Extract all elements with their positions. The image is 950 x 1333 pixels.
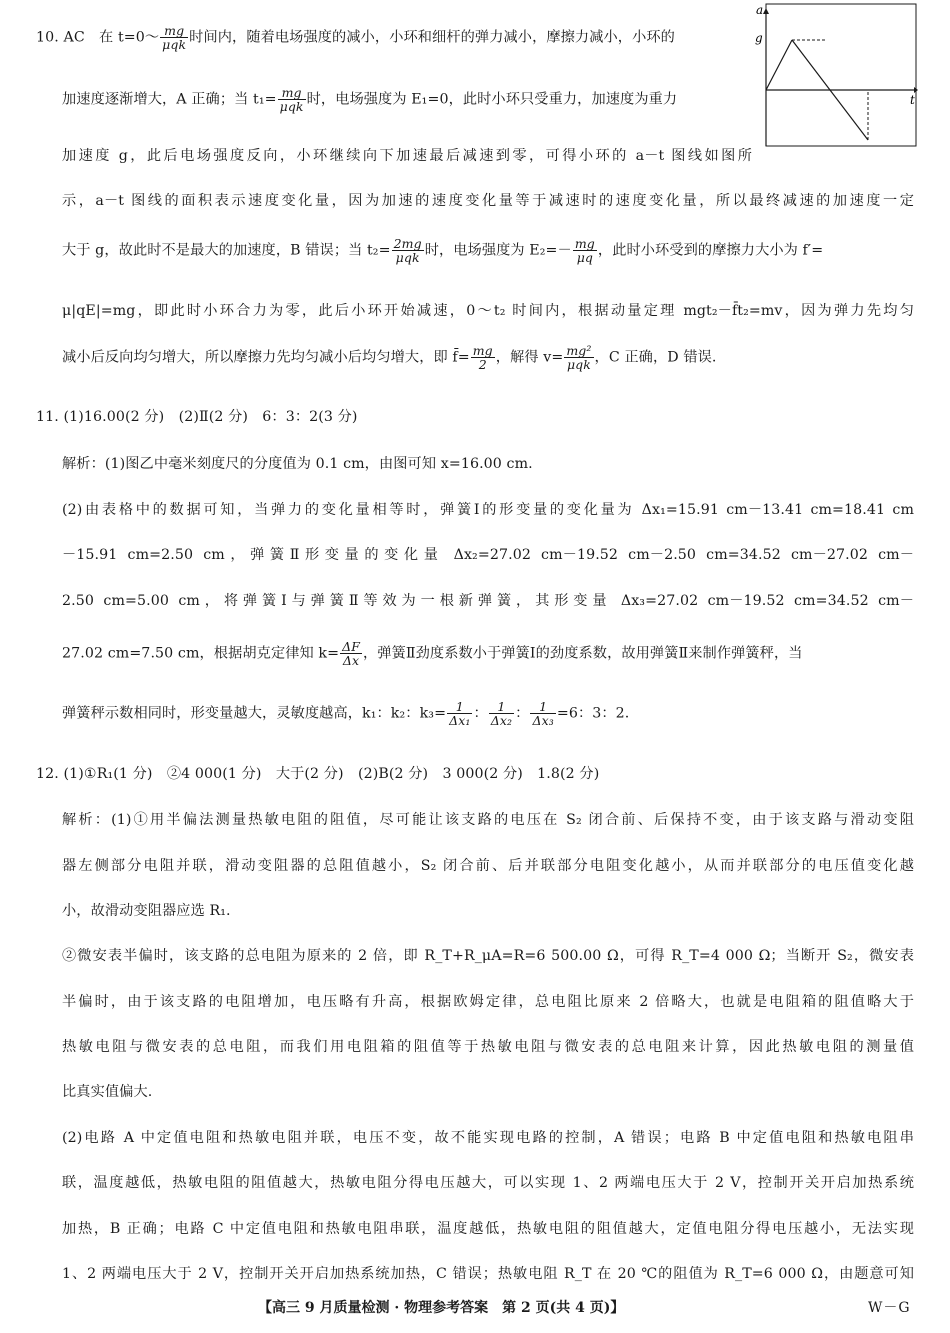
fraction: $\frac{mg}{\text{μqk}}$ xyxy=(162,23,187,53)
fraction: $\frac{1}{\text{Δx₁}}$ xyxy=(449,699,471,729)
q12-header: 12. (1)①R₁(1 分) ②4 000(1 分) 大于(2 分) (2)B(2 分) 3 000(2 分) 1.8(2 分) xyxy=(36,766,600,782)
fraction: $\frac{1}{\text{Δx₃}}$ xyxy=(532,699,554,729)
q12-c-line-2: 联，温度越低，热敏电阻的阻值越大，热敏电阻分得电压越大，可以实现 1、2 两端电压大于 2 V，控制开关开启加热系统 xyxy=(62,1175,914,1191)
q12-a-line-1: 解析：(1)①用半偏法测量热敏电阻的阻值，尽可能让该支路的电压在 S₂ 闭合前、后保持不变，由于该支路与滑动变阻 xyxy=(62,812,914,828)
q12-b-line-4: 比真实值偏大. xyxy=(62,1084,153,1100)
q10-line-3: 加速度 g，此后电场强度反向，小环继续向下加速最后减速到零，可得小环的 a－t 图线如图所 xyxy=(62,148,752,164)
footer-title: 【高三 9 月质量检测 · 物理参考答案 第 2 页(共 4 页)】 xyxy=(258,1300,625,1316)
fraction: $\frac{2mg}{\text{μqk}}$ xyxy=(393,236,422,266)
q11-p2-line-3: 2.50 cm=5.00 cm，将弹簧Ⅰ与弹簧Ⅱ等效为一根新弹簧，其形变量 Δx₃=27.02 cm－19.52 cm=34.52 cm－ xyxy=(62,593,914,609)
q11-p1: 解析：(1)图乙中毫米刻度尺的分度值为 0.1 cm，由图可知 x=16.00 cm. xyxy=(62,456,533,472)
q10-line-4: 示，a－t 图线的面积表示速度变化量，因为加速的速度变化量等于减速时的速度变化量，所以最终减速的加速度一定 xyxy=(62,193,914,209)
q11-p2-line-5: 弹簧秤示数相同时，形变量越大，灵敏度越高，k₁：k₂：k₃= $\frac{1}{\text{Δx₁}}$ ： $\frac{1}{\text{Δx₂}}$ ： $\frac{1}{\text{Δx₃}}$ =6：3：2. xyxy=(62,699,630,729)
q10-line-1: 10. AC 在 t=0～ $\frac{mg}{\text{μqk}}$ 时间内，随着电场强度的减小，小环和细杆的弹力减小，摩擦力减小，小环的 xyxy=(36,23,675,53)
q12-c-line-4: 1、2 两端电压大于 2 V，控制开关开启加热系统加热，C 错误；热敏电阻 R_T 在 20 ℃的阻值为 R_T=6 000 Ω，由题意可知 xyxy=(62,1266,914,1282)
a-t-graph xyxy=(756,2,918,150)
page-footer xyxy=(0,1297,950,1327)
a-axis-arrow xyxy=(763,8,769,14)
a-t-graph-svg xyxy=(756,2,918,150)
a-axis-label: a xyxy=(756,3,764,17)
g-label: g xyxy=(755,31,763,45)
q11-p2-line-1: (2)由表格中的数据可知，当弹力的变化量相等时，弹簧Ⅰ的形变量的变化量为 Δx₁=15.91 cm－13.41 cm=18.41 cm xyxy=(62,502,914,518)
q10-line-7: 减小后反向均匀增大，所以摩擦力先均匀减小后均匀增大，即 f̄= $\frac{mg}{2}$ ，解得 v= $\frac{\text{mg²}}{\text{μqk}}$ ，C 正确，D 错误. xyxy=(62,343,717,373)
fraction: $\frac{mg}{\text{μqk}}$ xyxy=(279,85,304,115)
fraction: $\frac{\Delta F}{\Delta x}$ xyxy=(342,639,361,669)
q10-line-2: 加速度逐渐增大，A 正确；当 t₁= $\frac{mg}{\text{μqk}}$ 时，电场强度为 E₁=0，此时小环只受重力，加速度为重力 xyxy=(62,85,678,115)
q10-line-6: μ|qE|=mg，即此时小环合力为零，此后小环开始减速，0～t₂ 时间内，根据动量定理 mgt₂－f̄t₂=mv，因为弹力先均匀 xyxy=(62,303,914,319)
footer-code: W－G xyxy=(868,1300,911,1316)
q11-header: 11. (1)16.00(2 分) (2)Ⅱ(2 分) 6：3：2(3 分) xyxy=(36,409,358,425)
t-axis-label: t xyxy=(910,93,915,107)
q12-a-line-2: 器左侧部分电阻并联，滑动变阻器的总阻值越小，S₂ 闭合前、后并联部分电阻变化越小，从而并联部分的电压值变化越 xyxy=(62,858,914,874)
q10-line-5: 大于 g，故此时不是最大的加速度，B 错误；当 t₂= $\frac{2mg}{\text{μqk}}$ 时，电场强度为 E₂=－ $\frac{mg}{\mu q}$ ，此时小环受到的摩擦力大小为 f′= xyxy=(62,236,824,266)
fraction: $\frac{mg}{2}$ xyxy=(472,343,493,373)
fraction: $\frac{mg}{\mu q}$ xyxy=(574,236,595,266)
fraction: $\frac{\text{mg²}}{\text{μqk}}$ xyxy=(566,343,592,373)
fraction: $\frac{1}{\text{Δx₂}}$ xyxy=(490,699,513,729)
q11-p2-line-2: －15.91 cm=2.50 cm，弹簧Ⅱ形变量的变化量 Δx₂=27.02 cm－19.52 cm－2.50 cm=34.52 cm－27.02 cm－ xyxy=(62,547,914,563)
q12-b-line-2: 半偏时，由于该支路的电阻增加，电压略有升高，根据欧姆定律，总电阻比原来 2 倍略大，也就是电阻箱的阻值略大于 xyxy=(62,994,914,1010)
q12-a-line-3: 小，故滑动变阻器应选 R₁. xyxy=(62,903,231,919)
accel-rise-line xyxy=(766,40,792,90)
q12-c-line-3: 加热，B 正确；电路 C 中定值电阻和热敏电阻串联，温度越低，热敏电阻的阻值越大，定值电阻分得电压越小，无法实现 xyxy=(62,1221,914,1237)
graph-frame xyxy=(766,4,916,146)
q11-p2-line-4: 27.02 cm=7.50 cm，根据胡克定律知 k= $\frac{\Delta F}{\Delta x}$ ，弹簧Ⅱ劲度系数小于弹簧Ⅰ的劲度系数，故用弹簧Ⅱ来制作弹簧秤，当 xyxy=(62,639,803,669)
q12-b-line-3: 热敏电阻与微安表的总电阻，而我们用电阻箱的阻值等于热敏电阻与微安表的总电阻来计算，因此热敏电阻的测量值 xyxy=(62,1039,914,1055)
q12-b-line-1: ②微安表半偏时，该支路的总电阻为原来的 2 倍，即 R_T+R_μA=R=6 500.00 Ω，可得 R_T=4 000 Ω；当断开 S₂，微安表 xyxy=(62,948,914,964)
q12-c-line-1: (2)电路 A 中定值电阻和热敏电阻并联，电压不变，故不能实现电路的控制，A 错误；电路 B 中定值电阻和热敏电阻串 xyxy=(62,1130,914,1146)
